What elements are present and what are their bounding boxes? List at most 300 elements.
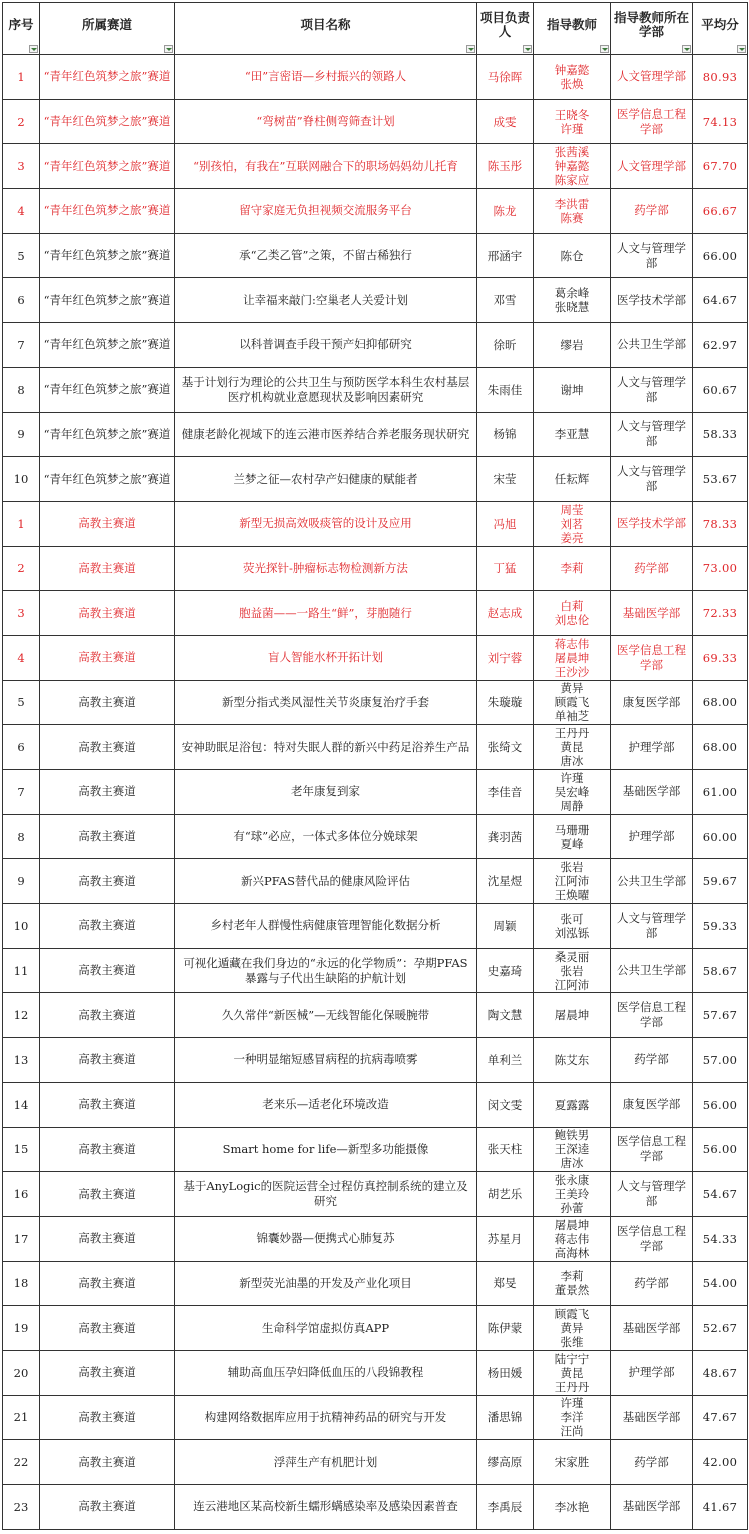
cell-track: 高教主赛道	[40, 948, 175, 993]
cell-leader: 闵文雯	[477, 1082, 534, 1127]
cell-teachers	[534, 904, 611, 949]
cell-project: 胞益菌——一路生“鲜”，芽胞随行	[175, 591, 477, 636]
cell-track: 高教主赛道	[40, 501, 175, 546]
teacher-names: 李冰艳	[554, 1499, 590, 1514]
cell-leader: 陶文慧	[477, 993, 534, 1038]
cell-score: 74.13	[693, 99, 748, 144]
cell-no: 11	[3, 948, 40, 993]
teacher-names: 谢坤	[560, 382, 584, 397]
cell-leader: 徐昕	[477, 323, 534, 368]
cell-no: 10	[3, 457, 40, 502]
cell-teachers	[534, 948, 611, 993]
cell-dept: 人文与管理学部	[611, 457, 693, 502]
cell-track: 高教主赛道	[40, 725, 175, 770]
cell-leader: 缪高原	[477, 1440, 534, 1485]
table-row	[3, 1261, 748, 1306]
table-row	[3, 99, 748, 144]
cell-score: 54.33	[693, 1216, 748, 1261]
cell-dept: 康复医学部	[611, 1082, 693, 1127]
cell-dept: 药学部	[611, 1440, 693, 1485]
teacher-names: 屠晨坤 蒋志伟 高海林	[554, 1217, 590, 1260]
table-row	[3, 1172, 748, 1217]
cell-no: 9	[3, 412, 40, 457]
cell-dept: 人文管理学部	[611, 144, 693, 189]
cell-teachers	[534, 1172, 611, 1217]
cell-track: “青年红色筑梦之旅”赛道	[40, 99, 175, 144]
cell-dept: 药学部	[611, 546, 693, 591]
cell-score: 53.67	[693, 457, 748, 502]
table-row	[3, 546, 748, 591]
cell-score: 60.00	[693, 814, 748, 859]
cell-teachers	[534, 635, 611, 680]
cell-dept: 康复医学部	[611, 680, 693, 725]
cell-teachers	[534, 814, 611, 859]
cell-no: 5	[3, 233, 40, 278]
cell-dept: 人文与管理学部	[611, 233, 693, 278]
cell-no: 5	[3, 680, 40, 725]
cell-dept: 公共卫生学部	[611, 948, 693, 993]
table-row	[3, 680, 748, 725]
teacher-names: 许瑾 吴宏峰 周静	[554, 770, 590, 813]
teacher-names: 马珊珊 夏峰	[554, 822, 590, 851]
cell-leader: 周颖	[477, 904, 534, 949]
teacher-names: 张可 刘泓铄	[554, 911, 590, 940]
cell-dept: 基础医学部	[611, 770, 693, 815]
cell-track: 高教主赛道	[40, 1261, 175, 1306]
cell-teachers	[534, 1395, 611, 1440]
table-row	[3, 725, 748, 770]
cell-dept: 医学信息工程学部	[611, 1127, 693, 1172]
teacher-names: 张茜溪 钟嘉懿 陈家应	[554, 145, 590, 188]
cell-score: 78.33	[693, 501, 748, 546]
cell-no: 4	[3, 189, 40, 234]
cell-track: 高教主赛道	[40, 904, 175, 949]
cell-track: “青年红色筑梦之旅”赛道	[40, 412, 175, 457]
cell-leader: 李佳音	[477, 770, 534, 815]
cell-leader: 陈伊蒙	[477, 1306, 534, 1351]
cell-project: 基于计划行为理论的公共卫生与预防医学本科生农村基层医疗机构就业意愿现状及影响因素研究	[175, 367, 477, 412]
cell-score: 60.67	[693, 367, 748, 412]
cell-leader: 朱璇璇	[477, 680, 534, 725]
teacher-names: 王晓冬 许瑾	[554, 107, 590, 136]
table-row	[3, 1127, 748, 1172]
cell-teachers	[534, 1485, 611, 1530]
cell-leader: 邓雪	[477, 278, 534, 323]
cell-teachers	[534, 501, 611, 546]
cell-dept: 医学技术学部	[611, 501, 693, 546]
cell-teachers	[534, 1440, 611, 1485]
table-row	[3, 591, 748, 636]
cell-dept: 基础医学部	[611, 1485, 693, 1530]
table-row	[3, 904, 748, 949]
cell-dept: 护理学部	[611, 1350, 693, 1395]
cell-no: 6	[3, 725, 40, 770]
cell-leader: 成雯	[477, 99, 534, 144]
cell-project: 乡村老年人群慢性病健康管理智能化数据分析	[175, 904, 477, 949]
cell-dept: 医学技术学部	[611, 278, 693, 323]
cell-leader: 马徐晖	[477, 55, 534, 100]
header-label: 所属赛道	[81, 16, 132, 32]
cell-score: 54.67	[693, 1172, 748, 1217]
header-cell-project	[175, 3, 477, 55]
table-row	[3, 189, 748, 234]
cell-leader: 宋莹	[477, 457, 534, 502]
cell-track: 高教主赛道	[40, 635, 175, 680]
cell-track: 高教主赛道	[40, 1172, 175, 1217]
cell-project: 让幸福来敲门:空巢老人关爱计划	[175, 278, 477, 323]
cell-project: 荧光探针-肿瘤标志物检测新方法	[175, 546, 477, 591]
table-row	[3, 233, 748, 278]
cell-no: 3	[3, 144, 40, 189]
cell-track: 高教主赛道	[40, 1485, 175, 1530]
header-label: 项目负责人	[480, 9, 531, 39]
cell-track: 高教主赛道	[40, 859, 175, 904]
teacher-names: 李亚慧	[554, 427, 590, 442]
cell-no: 20	[3, 1350, 40, 1395]
cell-no: 2	[3, 546, 40, 591]
teacher-names: 许瑾 李洋 汪尚	[560, 1396, 584, 1439]
results-table	[2, 2, 748, 1530]
header-label: 序号	[8, 16, 34, 32]
teacher-names: 王丹丹 黄昆 唐冰	[554, 726, 590, 769]
cell-score: 68.00	[693, 680, 748, 725]
teacher-names: 张岩 江阿沛 王焕曜	[554, 860, 590, 903]
cell-project: 安神助眠足浴包：特对失眠人群的新兴中药足浴养生产品	[175, 725, 477, 770]
cell-score: 41.67	[693, 1485, 748, 1530]
table-row	[3, 367, 748, 412]
cell-no: 6	[3, 278, 40, 323]
header-cell-no	[3, 3, 40, 55]
header-cell-score	[693, 3, 748, 55]
cell-teachers	[534, 278, 611, 323]
filter-dropdown-icon[interactable]	[523, 45, 532, 53]
cell-score: 58.33	[693, 412, 748, 457]
cell-project: 锦囊妙器—便携式心肺复苏	[175, 1216, 477, 1261]
cell-leader: 李禹辰	[477, 1485, 534, 1530]
cell-teachers	[534, 725, 611, 770]
cell-score: 62.97	[693, 323, 748, 368]
teacher-names: 李洪雷 陈赛	[554, 196, 590, 225]
table-row	[3, 948, 748, 993]
cell-project: 有“球”必应，一体式多体位分娩球架	[175, 814, 477, 859]
cell-score: 72.33	[693, 591, 748, 636]
cell-no: 22	[3, 1440, 40, 1485]
cell-track: 高教主赛道	[40, 770, 175, 815]
cell-teachers	[534, 1350, 611, 1395]
cell-track: 高教主赛道	[40, 1127, 175, 1172]
cell-no: 13	[3, 1038, 40, 1083]
header-cell-teachers	[534, 3, 611, 55]
header-label: 指导教师	[546, 16, 597, 32]
teacher-names: 周莹 刘茗 姜亮	[560, 502, 584, 545]
cell-no: 12	[3, 993, 40, 1038]
cell-track: 高教主赛道	[40, 680, 175, 725]
cell-teachers	[534, 412, 611, 457]
cell-project: 老来乐—适老化环境改造	[175, 1082, 477, 1127]
cell-no: 2	[3, 99, 40, 144]
filter-dropdown-icon[interactable]	[600, 45, 609, 53]
cell-track: 高教主赛道	[40, 1306, 175, 1351]
cell-track: 高教主赛道	[40, 1216, 175, 1261]
teacher-names: 陈艾东	[554, 1052, 590, 1067]
teacher-names: 李莉 董景然	[554, 1269, 590, 1298]
filter-dropdown-icon[interactable]	[164, 45, 173, 53]
table-row	[3, 323, 748, 368]
table-row	[3, 1485, 748, 1530]
cell-project: 浮萍生产有机肥计划	[175, 1440, 477, 1485]
cell-teachers	[534, 323, 611, 368]
cell-score: 57.67	[693, 993, 748, 1038]
cell-dept: 公共卫生学部	[611, 323, 693, 368]
cell-track: “青年红色筑梦之旅”赛道	[40, 189, 175, 234]
cell-track: 高教主赛道	[40, 1440, 175, 1485]
cell-dept: 医学信息工程学部	[611, 99, 693, 144]
cell-dept: 人文管理学部	[611, 55, 693, 100]
cell-leader: 张天柱	[477, 1127, 534, 1172]
table-row	[3, 814, 748, 859]
cell-score: 67.70	[693, 144, 748, 189]
teacher-names: 钟嘉懿 张焕	[554, 62, 590, 91]
cell-leader: 苏星月	[477, 1216, 534, 1261]
cell-teachers	[534, 1082, 611, 1127]
cell-leader: 杨锦	[477, 412, 534, 457]
cell-score: 56.00	[693, 1127, 748, 1172]
cell-dept: 人文与管理学部	[611, 1172, 693, 1217]
cell-leader: 杨田媛	[477, 1350, 534, 1395]
cell-no: 19	[3, 1306, 40, 1351]
cell-leader: 丁猛	[477, 546, 534, 591]
cell-no: 7	[3, 323, 40, 368]
cell-project: 健康老龄化视域下的连云港市医养结合养老服务现状研究	[175, 412, 477, 457]
cell-no: 17	[3, 1216, 40, 1261]
cell-leader: 陈龙	[477, 189, 534, 234]
cell-track: 高教主赛道	[40, 814, 175, 859]
cell-track: “青年红色筑梦之旅”赛道	[40, 323, 175, 368]
cell-no: 8	[3, 367, 40, 412]
cell-score: 69.33	[693, 635, 748, 680]
cell-score: 57.00	[693, 1038, 748, 1083]
cell-dept: 基础医学部	[611, 1306, 693, 1351]
cell-project: “田”言密语—乡村振兴的领路人	[175, 55, 477, 100]
cell-no: 8	[3, 814, 40, 859]
cell-leader: 邢涵宇	[477, 233, 534, 278]
cell-dept: 人文与管理学部	[611, 367, 693, 412]
cell-track: “青年红色筑梦之旅”赛道	[40, 457, 175, 502]
cell-project: 久久常伴“新医械”—无线智能化保暖腕带	[175, 993, 477, 1038]
teacher-names: 李莉	[560, 561, 584, 576]
cell-project: 生命科学馆虚拟仿真APP	[175, 1306, 477, 1351]
cell-project: 新兴PFAS替代品的健康风险评估	[175, 859, 477, 904]
cell-project: 新型无损高效吸痰管的设计及应用	[175, 501, 477, 546]
cell-project: 新型分指式类风湿性关节炎康复治疗手套	[175, 680, 477, 725]
cell-teachers	[534, 144, 611, 189]
cell-teachers	[534, 546, 611, 591]
cell-project: “别孩怕，有我在”互联网融合下的职场妈妈幼儿托育	[175, 144, 477, 189]
cell-score: 80.93	[693, 55, 748, 100]
cell-track: 高教主赛道	[40, 1395, 175, 1440]
cell-teachers	[534, 189, 611, 234]
cell-no: 18	[3, 1261, 40, 1306]
header-label: 平均分	[701, 16, 739, 32]
cell-dept: 基础医学部	[611, 1395, 693, 1440]
cell-teachers	[534, 993, 611, 1038]
teacher-names: 缪岩	[560, 337, 584, 352]
cell-score: 66.00	[693, 233, 748, 278]
table-row	[3, 278, 748, 323]
teacher-names: 蒋志伟 屠晨坤 王沙沙	[554, 636, 590, 679]
filter-dropdown-icon[interactable]	[29, 45, 38, 53]
cell-teachers	[534, 1216, 611, 1261]
filter-dropdown-icon[interactable]	[737, 45, 746, 53]
teacher-names: 白莉 刘忠伦	[554, 599, 590, 628]
cell-no: 1	[3, 501, 40, 546]
cell-project: 可视化遁藏在我们身边的“永远的化学物质”：孕期PFAS暴露与子代出生缺陷的护航计划	[175, 948, 477, 993]
cell-track: 高教主赛道	[40, 993, 175, 1038]
table-row	[3, 501, 748, 546]
header-cell-track	[40, 3, 175, 55]
cell-teachers	[534, 1261, 611, 1306]
cell-no: 16	[3, 1172, 40, 1217]
table-row	[3, 144, 748, 189]
cell-dept: 药学部	[611, 1038, 693, 1083]
cell-track: “青年红色筑梦之旅”赛道	[40, 233, 175, 278]
cell-project: 兰梦之征—农村孕产妇健康的赋能者	[175, 457, 477, 502]
cell-project: Smart home for life—新型多功能摄像	[175, 1127, 477, 1172]
cell-teachers	[534, 1127, 611, 1172]
table-row	[3, 1038, 748, 1083]
cell-no: 23	[3, 1485, 40, 1530]
cell-score: 61.00	[693, 770, 748, 815]
teacher-names: 陆宁宁 黄昆 王丹丹	[554, 1351, 590, 1394]
cell-leader: 史嘉琦	[477, 948, 534, 993]
cell-leader: 单利兰	[477, 1038, 534, 1083]
table-row	[3, 993, 748, 1038]
cell-track: “青年红色筑梦之旅”赛道	[40, 278, 175, 323]
cell-no: 4	[3, 635, 40, 680]
cell-no: 9	[3, 859, 40, 904]
table-row	[3, 1216, 748, 1261]
cell-dept: 医学信息工程学部	[611, 635, 693, 680]
cell-no: 21	[3, 1395, 40, 1440]
cell-leader: 龚羽茜	[477, 814, 534, 859]
table-row	[3, 635, 748, 680]
teacher-names: 屠晨坤	[554, 1008, 590, 1023]
cell-leader: 赵志成	[477, 591, 534, 636]
filter-dropdown-icon[interactable]	[466, 45, 475, 53]
cell-score: 58.67	[693, 948, 748, 993]
cell-project: 一种明显缩短感冒病程的抗病毒喷雾	[175, 1038, 477, 1083]
cell-teachers	[534, 55, 611, 100]
cell-score: 54.00	[693, 1261, 748, 1306]
cell-project: 盲人智能水杯开拓计划	[175, 635, 477, 680]
cell-project: 老年康复到家	[175, 770, 477, 815]
table-row	[3, 770, 748, 815]
header-label: 项目名称	[300, 16, 351, 32]
cell-dept: 基础医学部	[611, 591, 693, 636]
cell-no: 10	[3, 904, 40, 949]
cell-dept: 药学部	[611, 1261, 693, 1306]
cell-project: 以科普调查手段干预产妇抑郁研究	[175, 323, 477, 368]
cell-dept: 公共卫生学部	[611, 859, 693, 904]
cell-track: “青年红色筑梦之旅”赛道	[40, 367, 175, 412]
cell-dept: 药学部	[611, 189, 693, 234]
cell-teachers	[534, 99, 611, 144]
cell-project: 基于AnyLogic的医院运营全过程仿真控制系统的建立及研究	[175, 1172, 477, 1217]
teacher-names: 宋家胜	[554, 1455, 590, 1470]
cell-teachers	[534, 1306, 611, 1351]
cell-score: 42.00	[693, 1440, 748, 1485]
cell-teachers	[534, 233, 611, 278]
teacher-names: 任耘辉	[554, 472, 590, 487]
cell-no: 14	[3, 1082, 40, 1127]
cell-score: 48.67	[693, 1350, 748, 1395]
cell-dept: 人文与管理学部	[611, 412, 693, 457]
header-row	[3, 3, 748, 55]
cell-project: 辅助高血压孕妇降低血压的八段锦教程	[175, 1350, 477, 1395]
cell-dept: 护理学部	[611, 725, 693, 770]
cell-leader: 胡艺乐	[477, 1172, 534, 1217]
cell-project: 留守家庭无负担视频交流服务平台	[175, 189, 477, 234]
table-body	[3, 55, 748, 1530]
header-label: 指导教师所在学部	[614, 9, 690, 39]
cell-score: 59.33	[693, 904, 748, 949]
cell-no: 1	[3, 55, 40, 100]
cell-teachers	[534, 367, 611, 412]
cell-score: 47.67	[693, 1395, 748, 1440]
cell-leader: 刘宁蓉	[477, 635, 534, 680]
cell-teachers	[534, 591, 611, 636]
teacher-names: 黄异 顾霞飞 单袖芝	[554, 681, 590, 724]
cell-teachers	[534, 1038, 611, 1083]
cell-leader: 郑旻	[477, 1261, 534, 1306]
cell-track: “青年红色筑梦之旅”赛道	[40, 55, 175, 100]
teacher-names: 夏露露	[554, 1097, 590, 1112]
table-row	[3, 55, 748, 100]
cell-score: 68.00	[693, 725, 748, 770]
table-row	[3, 1395, 748, 1440]
cell-score: 73.00	[693, 546, 748, 591]
table-row	[3, 412, 748, 457]
cell-leader: 潘思锦	[477, 1395, 534, 1440]
cell-project: 连云港地区某高校新生蠕形螨感染率及感染因素普查	[175, 1485, 477, 1530]
table-row	[3, 457, 748, 502]
filter-dropdown-icon[interactable]	[682, 45, 691, 53]
teacher-names: 顾霞飞 黄异 张维	[554, 1307, 590, 1350]
cell-score: 59.67	[693, 859, 748, 904]
teacher-names: 桑灵丽 张岩 江阿沛	[554, 949, 590, 992]
cell-teachers	[534, 457, 611, 502]
table-row	[3, 1306, 748, 1351]
cell-score: 56.00	[693, 1082, 748, 1127]
teacher-names: 葛余峰 张晓慧	[554, 286, 590, 315]
cell-score: 52.67	[693, 1306, 748, 1351]
cell-leader: 张绮文	[477, 725, 534, 770]
header-cell-dept	[611, 3, 693, 55]
cell-project: 新型荧光油墨的开发及产业化项目	[175, 1261, 477, 1306]
table-row	[3, 1440, 748, 1485]
cell-project: “弯树苗”脊柱侧弯筛查计划	[175, 99, 477, 144]
teacher-names: 陈仓	[560, 248, 584, 263]
cell-no: 7	[3, 770, 40, 815]
table-row	[3, 1350, 748, 1395]
cell-dept: 护理学部	[611, 814, 693, 859]
cell-teachers	[534, 770, 611, 815]
cell-track: 高教主赛道	[40, 546, 175, 591]
table-row	[3, 1082, 748, 1127]
cell-no: 15	[3, 1127, 40, 1172]
cell-dept: 医学信息工程学部	[611, 993, 693, 1038]
cell-track: 高教主赛道	[40, 1350, 175, 1395]
